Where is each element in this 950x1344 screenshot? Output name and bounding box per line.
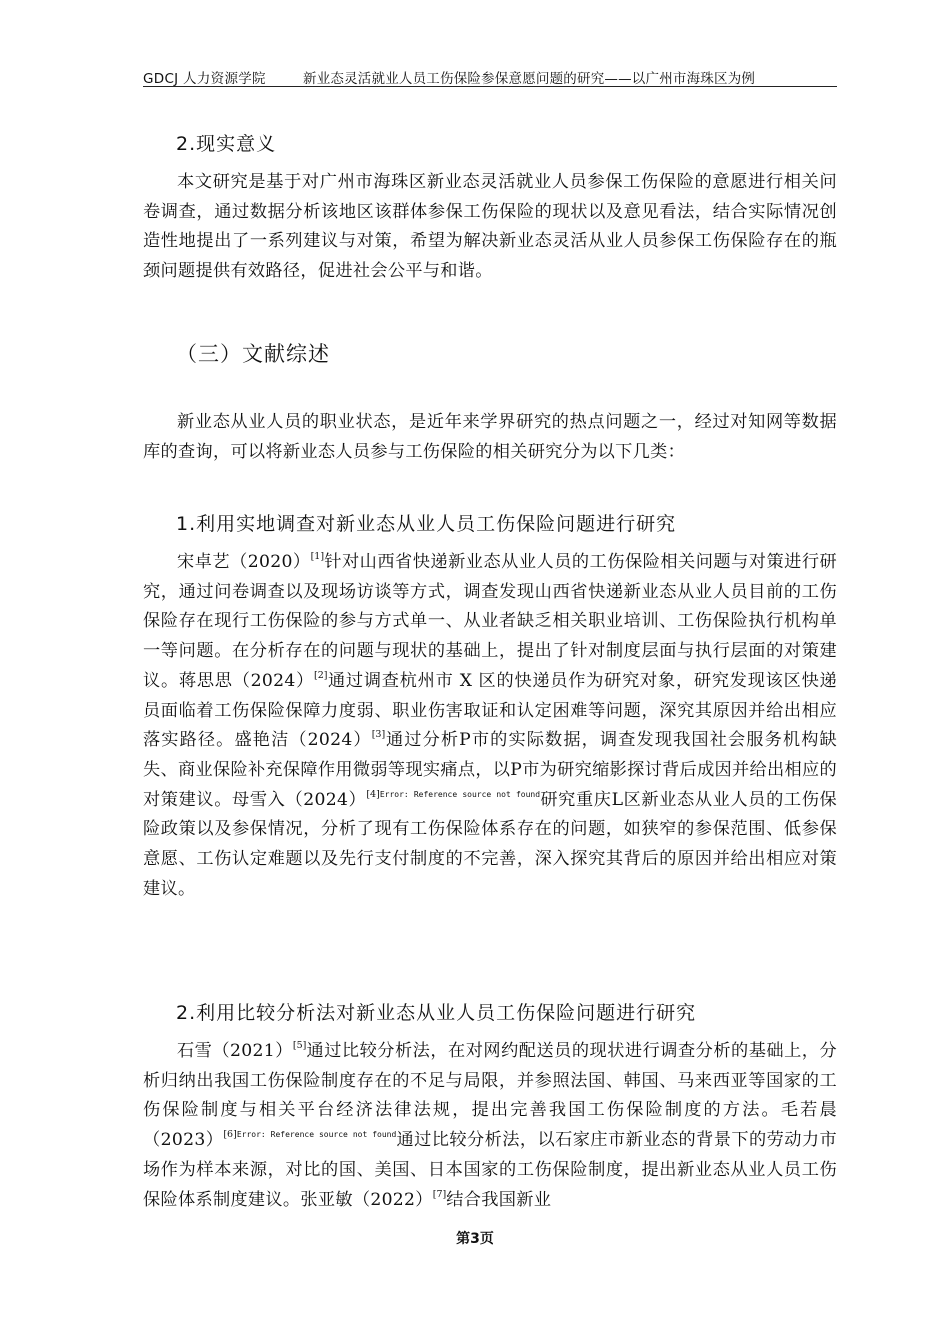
- citation-3: [3]: [371, 729, 386, 741]
- citation-error-6: Error: Reference source not found: [236, 1130, 397, 1140]
- page-number: 第3页: [456, 1231, 494, 1247]
- paragraph-practical-significance: 本文研究是基于对广州市海珠区新业态灵活就业人员参保工伤保险的意愿进行相关问卷调查，通过数据分析该地区该群体参保工伤保险的现状以及意见看法，结合实际情况创造性地提出了一系列建议与对策，希望为解决新业态灵活从业人员参保工伤保险存在的瓶颈问题提供有效路径，促进社会公平与和谐。: [143, 172, 837, 282]
- text-segment: 研究重庆L区新业态从业人员的工伤保险政策以及参保情况，分析了现有工伤保险体系存在的问题，如狭窄的参保范围、低参保意愿、工伤认定难题以及先行支付制度的不完善，深入探究其背后的原因并给出相应对策建议。: [143, 789, 837, 899]
- header-title: 新业态灵活就业人员工伤保险参保意愿问题的研究——以广州市海珠区为例: [303, 71, 756, 87]
- text-segment: 通过调查杭州市 X 区的快递员作为研究对象，研究发现该区快递员面临着工伤保险保障力度弱、职业伤害取证和认定困难等问题，深究其原因并给出相应落实路径。盛艳洁（2024）: [143, 670, 838, 751]
- citation-2: [2]: [314, 669, 328, 681]
- heading-comparative-analysis: 2.利用比较分析法对新业态从业人员工伤保险问题进行研究: [176, 1002, 697, 1024]
- citation-error-4: Error: Reference source not found: [379, 789, 541, 799]
- citation-7: [7]: [432, 1188, 447, 1200]
- header-school: GDCJ 人力资源学院: [143, 71, 266, 87]
- text-segment: 石雪（2021）: [177, 1041, 293, 1061]
- paragraph-field-survey: [143, 548, 837, 904]
- text-segment: 通过分析P市的实际数据，调查发现我国社会服务机构缺失、商业保险补充保障作用微弱等现实痛点，以P市为研究缩影探讨背后成因并给出相应的对策建议。母雪入（2024）: [143, 730, 837, 810]
- text-segment: 结合我国新业: [446, 1189, 552, 1210]
- heading-literature-review: （三）文献综述: [176, 342, 330, 366]
- text-segment: 通过比较分析法，以石家庄市新业态的背景下的劳动力市场作为样本来源，对比的国、美国、日本国家的工伤保险制度，提出新业态从业人员工伤保险体系制度建议。张亚敏（2022）: [143, 1130, 837, 1210]
- text-segment: 针对山西省快递新业态从业人员的工伤保险相关问题与对策进行研究，通过问卷调查以及现场访谈等方式，调查发现山西省快递新业态从业人员目前的工伤保险存在现行工伤保险的参与方式单一、从业者缺乏相关职业培训、工伤保险执行机构单一等问题。在分析存在的问题与现状的基础上，提出了针对制度层面与执行层面的对策建议。蒋思思（2024）: [143, 552, 838, 691]
- text-segment: 宋卓艺（2020）: [177, 552, 311, 572]
- paragraph-review-intro: 新业态从业人员的职业状态，是近年来学界研究的热点问题之一，经过对知网等数据库的查询，可以将新业态人员参与工伤保险的相关研究分为以下几类：: [143, 412, 837, 462]
- text-segment: 通过比较分析法，在对网约配送员的现状进行调查分析的基础上，分析归纳出我国工伤保险制度存在的不足与局限，并参照法国、韩国、马来西亚等国家的工伤保险制度与相关平台经济法律法规，提出完善我国工伤保险制度的方法。毛若晨（2023）: [143, 1041, 837, 1151]
- running-header: [143, 64, 837, 87]
- citation-1: [1]: [310, 551, 325, 562]
- heading-field-survey: 1.利用实地调查对新业态从业人员工伤保险问题进行研究: [176, 513, 677, 535]
- paragraph-comparative-analysis: [143, 1037, 837, 1215]
- heading-practical-significance: 2.现实意义: [176, 133, 277, 155]
- citation-4: [4]: [366, 788, 380, 800]
- citation-6: [6]: [223, 1129, 237, 1141]
- citation-5: [5]: [292, 1040, 307, 1051]
